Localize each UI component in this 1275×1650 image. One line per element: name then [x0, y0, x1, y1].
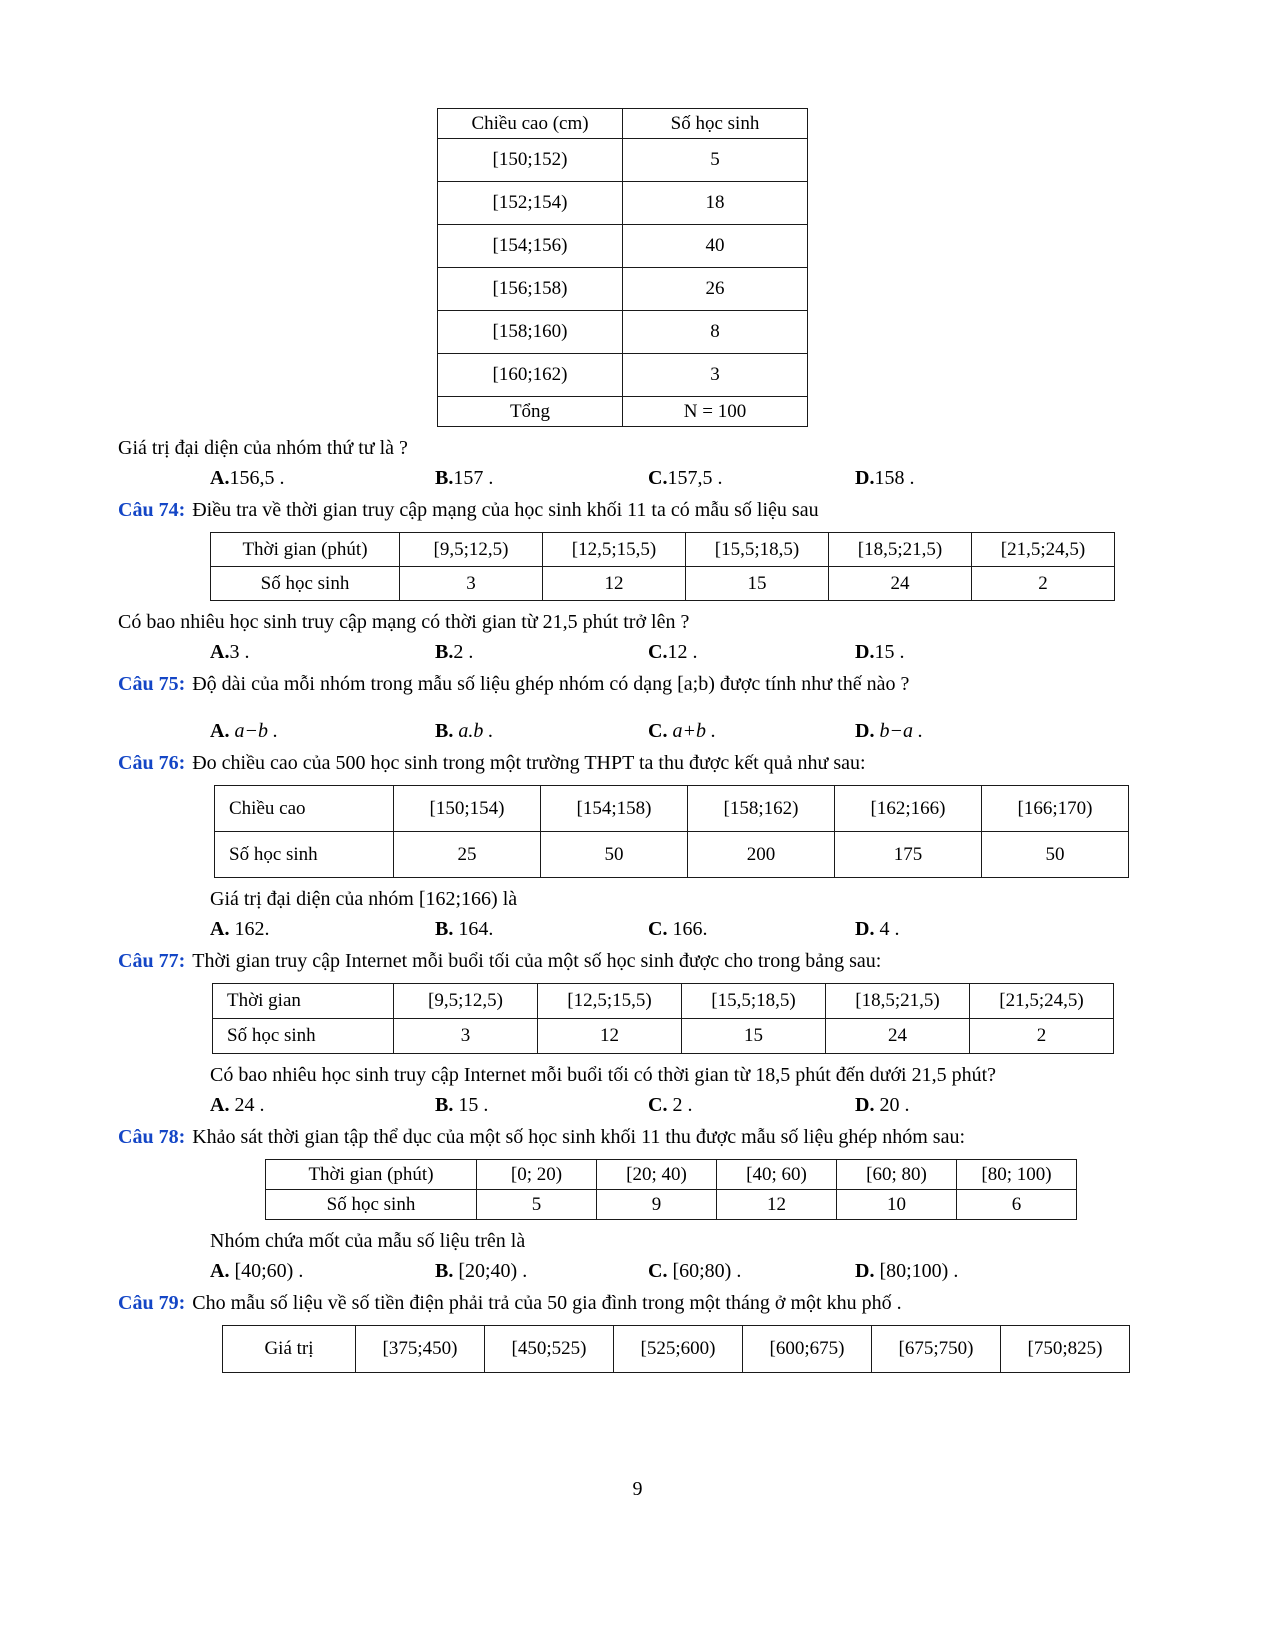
option-text: 24 . — [229, 1094, 265, 1116]
option-letter: C. — [648, 467, 668, 489]
table-cell: Số học sinh — [211, 567, 400, 601]
option-text: 2 . — [453, 641, 474, 663]
table-cell: [150;154) — [394, 786, 541, 832]
option-c — [648, 1092, 855, 1119]
table-row — [438, 397, 808, 427]
table-cell: 6 — [957, 1190, 1077, 1220]
option-text: 20 . — [874, 1094, 910, 1116]
question-77-number: Câu 77: — [118, 950, 186, 972]
option-letter: B. — [435, 641, 454, 663]
option-text: 158 . — [874, 467, 915, 489]
option-letter: D. — [855, 641, 875, 663]
table-cell: Số học sinh — [213, 1019, 394, 1054]
table-cell: [154;158) — [541, 786, 688, 832]
option-letter: B. — [435, 1094, 454, 1116]
option-c — [648, 1258, 855, 1285]
table-cell: [60; 80) — [837, 1160, 957, 1190]
table-cell: [375;450) — [356, 1326, 485, 1373]
table-row — [215, 832, 1129, 878]
option-text: 162. — [229, 918, 270, 940]
table-cell: 26 — [623, 268, 808, 311]
question-75-text: Độ dài của mỗi nhóm trong mẫu số liệu ghép nhóm có dạng [a;b) được tính như thế nào ? — [192, 673, 910, 695]
option-letter: A. — [210, 467, 230, 489]
option-text: [60;80) . — [667, 1260, 742, 1282]
option-d — [855, 916, 1157, 943]
table-cell: 25 — [394, 832, 541, 878]
option-a — [210, 465, 435, 492]
height-frequency-table — [437, 108, 808, 427]
table-cell: N = 100 — [623, 397, 808, 427]
q77-question-text: Có bao nhiêu học sinh truy cập Internet mỗi buổi tối có thời gian từ 18,5 phút đến dưới 21,5 phút? — [210, 1064, 997, 1086]
table-row — [438, 139, 808, 182]
table-cell: Số học sinh — [623, 109, 808, 139]
table-cell: 8 — [623, 311, 808, 354]
option-letter: C. — [648, 641, 668, 663]
table-cell: 15 — [686, 567, 829, 601]
option-letter: A. — [210, 1094, 230, 1116]
q75-answer-options — [118, 718, 1157, 745]
table-cell: [675;750) — [872, 1326, 1001, 1373]
question-79-text: Cho mẫu số liệu về số tiền điện phải trả của 50 gia đình trong một tháng ở một khu phố . — [192, 1292, 902, 1314]
table-row — [223, 1326, 1130, 1373]
q73-answer-options — [118, 465, 1157, 492]
option-text: [80;100) . — [874, 1260, 959, 1282]
table-cell: 5 — [623, 139, 808, 182]
option-a — [210, 718, 435, 745]
option-text: [20;40) . — [453, 1260, 528, 1282]
q78-frequency-table — [265, 1159, 1077, 1220]
table-cell: [450;525) — [485, 1326, 614, 1373]
table-cell: Thời gian (phút) — [266, 1160, 477, 1190]
table-cell: [160;162) — [438, 354, 623, 397]
table-cell: Số học sinh — [266, 1190, 477, 1220]
option-letter: D. — [855, 467, 875, 489]
table-row — [211, 533, 1115, 567]
table-cell: 3 — [623, 354, 808, 397]
table-cell: [21,5;24,5) — [970, 984, 1114, 1019]
option-a — [210, 1092, 435, 1119]
table-row — [438, 311, 808, 354]
option-b — [435, 718, 648, 745]
table-cell: [154;156) — [438, 225, 623, 268]
option-b — [435, 1092, 648, 1119]
table-row — [211, 567, 1115, 601]
q79-value-table — [222, 1325, 1130, 1373]
option-letter: A. — [210, 918, 230, 940]
table-cell: Số học sinh — [215, 832, 394, 878]
q74-frequency-table — [210, 532, 1115, 601]
option-text: 157 . — [453, 467, 494, 489]
option-letter: D. — [855, 1094, 875, 1116]
option-text: 166. — [667, 918, 708, 940]
question-74-text: Điều tra về thời gian truy cập mạng của học sinh khối 11 ta có mẫu số liệu sau — [192, 499, 819, 521]
option-d — [855, 1258, 1157, 1285]
option-text: 15 . — [874, 641, 905, 663]
table-cell: 2 — [972, 567, 1115, 601]
option-text: 3 . — [229, 641, 250, 663]
option-a — [210, 639, 435, 666]
q77-frequency-table — [212, 983, 1114, 1054]
option-b — [435, 1258, 648, 1285]
q78-question-text: Nhóm chứa mốt của mẫu số liệu trên là — [210, 1230, 526, 1252]
option-letter: B. — [435, 467, 454, 489]
table-cell: 12 — [538, 1019, 682, 1054]
option-text: 164. — [453, 918, 494, 940]
question-76-text: Đo chiều cao của 500 học sinh trong một trường THPT ta thu được kết quả như sau: — [192, 752, 866, 774]
table-cell: 24 — [826, 1019, 970, 1054]
question-77 — [118, 948, 1157, 975]
table-cell: 10 — [837, 1190, 957, 1220]
table-cell: [15,5;18,5) — [686, 533, 829, 567]
table-cell: 50 — [982, 832, 1129, 878]
table-cell: [0; 20) — [477, 1160, 597, 1190]
table-cell: [18,5;21,5) — [826, 984, 970, 1019]
table-cell: 175 — [835, 832, 982, 878]
table-cell: [156;158) — [438, 268, 623, 311]
table-cell: [525;600) — [614, 1326, 743, 1373]
table-cell: [150;152) — [438, 139, 623, 182]
table-row — [438, 109, 808, 139]
question-76-number: Câu 76: — [118, 752, 186, 774]
q76-answer-options — [118, 916, 1157, 943]
question-75 — [118, 671, 1157, 698]
table-cell: [12,5;15,5) — [538, 984, 682, 1019]
table-cell: [12,5;15,5) — [543, 533, 686, 567]
table-cell: 50 — [541, 832, 688, 878]
option-d — [855, 718, 1157, 745]
table-cell: 9 — [597, 1190, 717, 1220]
question-74-number: Câu 74: — [118, 499, 186, 521]
table-cell: 12 — [717, 1190, 837, 1220]
option-text: 2 . — [667, 1094, 693, 1116]
option-text: 157,5 . — [667, 467, 723, 489]
option-letter: D. — [855, 720, 875, 742]
table-row — [438, 268, 808, 311]
question-78-text: Khảo sát thời gian tập thể dục của một số học sinh khối 11 thu được mẫu số liệu ghép nhóm sau: — [192, 1126, 966, 1148]
option-b — [435, 639, 648, 666]
table-cell: 12 — [543, 567, 686, 601]
table-cell: [20; 40) — [597, 1160, 717, 1190]
question-79 — [118, 1290, 1157, 1317]
table-cell: 200 — [688, 832, 835, 878]
option-c — [648, 639, 855, 666]
option-a — [210, 916, 435, 943]
option-c — [648, 916, 855, 943]
table-row — [438, 225, 808, 268]
question-78-number: Câu 78: — [118, 1126, 186, 1148]
q77-answer-options — [118, 1092, 1157, 1119]
option-b — [435, 465, 648, 492]
page-number: 9 — [632, 1478, 643, 1500]
table-row — [266, 1160, 1077, 1190]
question-75-number: Câu 75: — [118, 673, 186, 695]
table-cell: Thời gian — [213, 984, 394, 1019]
option-a — [210, 1258, 435, 1285]
option-c — [648, 465, 855, 492]
option-text: b−a . — [874, 720, 923, 742]
q74-answer-options — [118, 639, 1157, 666]
option-letter: B. — [435, 918, 454, 940]
table-cell: [40; 60) — [717, 1160, 837, 1190]
q76-frequency-table — [214, 785, 1129, 878]
option-letter: C. — [648, 918, 668, 940]
q73-question-text: Giá trị đại diện của nhóm thứ tư là ? — [118, 437, 408, 459]
option-text: a+b . — [667, 720, 716, 742]
table-row — [438, 354, 808, 397]
option-letter: B. — [435, 1260, 454, 1282]
table-cell: 15 — [682, 1019, 826, 1054]
option-letter: C. — [648, 1094, 668, 1116]
table-cell: Chiều cao (cm) — [438, 109, 623, 139]
table-row — [266, 1190, 1077, 1220]
question-76 — [118, 750, 1157, 777]
table-cell: 3 — [400, 567, 543, 601]
option-text: 156,5 . — [229, 467, 285, 489]
table-cell: [750;825) — [1001, 1326, 1130, 1373]
q76-question-text: Giá trị đại diện của nhóm [162;166) là — [210, 888, 518, 910]
table-row — [438, 182, 808, 225]
option-text: a−b . — [229, 720, 278, 742]
table-cell: 24 — [829, 567, 972, 601]
table-cell: 3 — [394, 1019, 538, 1054]
option-letter: C. — [648, 1260, 668, 1282]
option-letter: C. — [648, 720, 668, 742]
table-row — [213, 984, 1114, 1019]
question-74 — [118, 497, 1157, 524]
table-cell: 2 — [970, 1019, 1114, 1054]
option-text: 4 . — [874, 918, 900, 940]
table-cell: 18 — [623, 182, 808, 225]
option-d — [855, 1092, 1157, 1119]
table-cell: [166;170) — [982, 786, 1129, 832]
q74-question-text: Có bao nhiêu học sinh truy cập mạng có thời gian từ 21,5 phút trở lên ? — [118, 611, 690, 633]
table-cell: Chiều cao — [215, 786, 394, 832]
option-b — [435, 916, 648, 943]
table-cell: [18,5;21,5) — [829, 533, 972, 567]
question-77-text: Thời gian truy cập Internet mỗi buổi tối của một số học sinh được cho trong bảng sau: — [192, 950, 882, 972]
option-letter: A. — [210, 1260, 230, 1282]
table-cell: [152;154) — [438, 182, 623, 225]
option-text: 12 . — [667, 641, 698, 663]
table-cell: [80; 100) — [957, 1160, 1077, 1190]
option-letter: A. — [210, 641, 230, 663]
table-cell: Giá trị — [223, 1326, 356, 1373]
option-letter: A. — [210, 720, 230, 742]
option-d — [855, 465, 1157, 492]
question-78 — [118, 1124, 1157, 1151]
option-text: 15 . — [453, 1094, 489, 1116]
table-row — [213, 1019, 1114, 1054]
q78-answer-options — [118, 1258, 1157, 1285]
table-cell: [9,5;12,5) — [394, 984, 538, 1019]
table-cell: [15,5;18,5) — [682, 984, 826, 1019]
table-cell: [158;162) — [688, 786, 835, 832]
table-cell: [158;160) — [438, 311, 623, 354]
option-letter: D. — [855, 918, 875, 940]
table-cell: [600;675) — [743, 1326, 872, 1373]
option-d — [855, 639, 1157, 666]
table-cell: [162;166) — [835, 786, 982, 832]
option-letter: B. — [435, 720, 454, 742]
option-text: a.b . — [453, 720, 494, 742]
table-cell: [21,5;24,5) — [972, 533, 1115, 567]
table-cell: Tổng — [438, 397, 623, 427]
table-cell: [9,5;12,5) — [400, 533, 543, 567]
option-letter: D. — [855, 1260, 875, 1282]
question-79-number: Câu 79: — [118, 1292, 186, 1314]
option-text: [40;60) . — [229, 1260, 304, 1282]
table-row — [215, 786, 1129, 832]
table-cell: 40 — [623, 225, 808, 268]
option-c — [648, 718, 855, 745]
table-cell: Thời gian (phút) — [211, 533, 400, 567]
table-cell: 5 — [477, 1190, 597, 1220]
